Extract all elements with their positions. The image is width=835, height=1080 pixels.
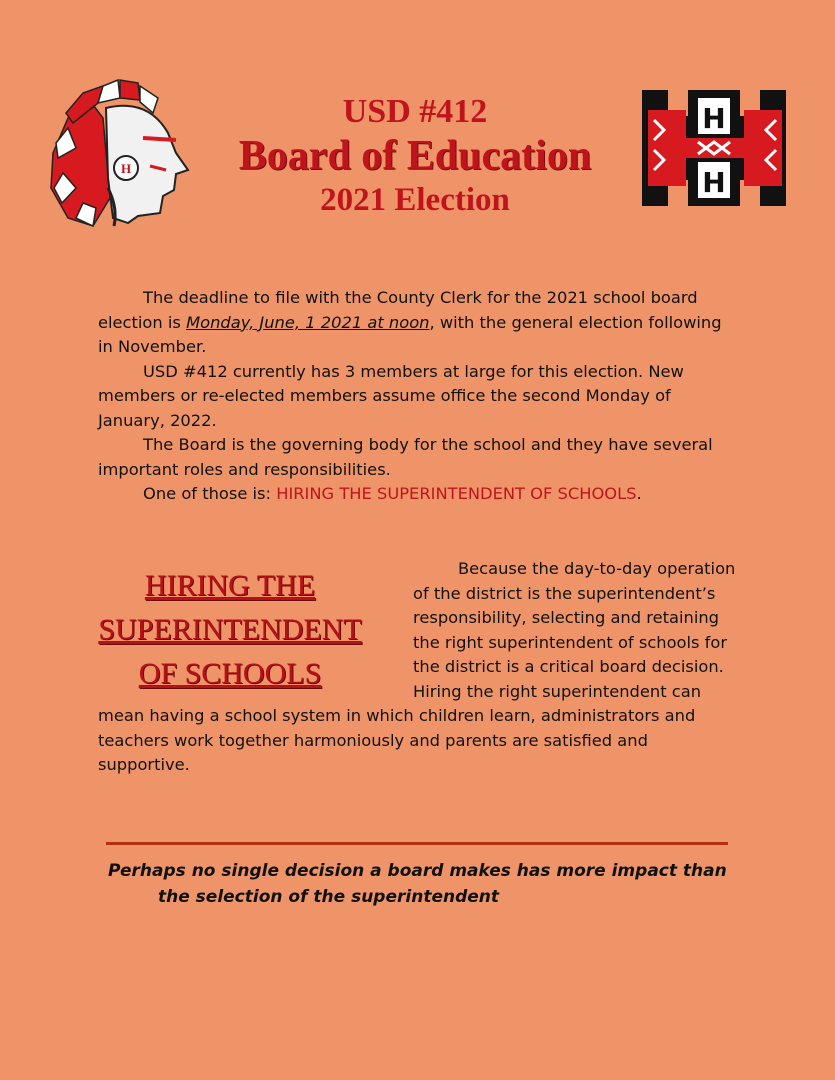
quote-line-1: Perhaps no single decision a board makes has more impact than xyxy=(108,861,727,881)
deadline-date: Monday, June, 1 2021 at noon xyxy=(186,312,430,332)
intro-p4-text: One of those is: xyxy=(143,484,277,503)
intro-paragraph-deadline xyxy=(98,286,738,360)
quote-line-2: the selection of the superintendent xyxy=(158,887,500,907)
title-line-usd: USD #412 xyxy=(342,93,488,130)
hiring-heading-line: HIRING THE xyxy=(144,569,316,602)
intro-paragraph-board: The Board is the governing body for the school and they have several important roles and responsibilities. xyxy=(98,435,713,479)
hh-monogram-logo xyxy=(640,88,790,208)
hiring-body xyxy=(98,557,738,778)
intro-p1-text: The deadline to file with the County Clerk for the 2021 school board election is xyxy=(98,288,698,332)
intro-paragraph-roles xyxy=(98,482,738,507)
hiring-highlight: HIRING THE SUPERINTENDENT OF SCHOOLS xyxy=(276,484,637,503)
title-line-board: Board of Education xyxy=(238,133,592,179)
svg-text:H: H xyxy=(120,161,132,176)
title-line-election: 2021 Election xyxy=(320,182,510,218)
title-block xyxy=(200,92,630,220)
hiring-heading-line: OF SCHOOLS xyxy=(138,657,322,690)
hiring-heading-line: SUPERINTENDENT xyxy=(98,613,362,646)
svg-text:H: H xyxy=(702,166,726,199)
intro-p4-after: . xyxy=(636,484,642,503)
divider-rule xyxy=(106,842,728,845)
intro-p1-after: , with the general election following in November. xyxy=(98,312,722,356)
svg-text:H: H xyxy=(702,102,726,135)
indian-head-logo xyxy=(48,78,196,228)
intro-section xyxy=(98,286,738,507)
hiring-body-text: Because the day-to-day operation of the district is the superintendent’s responsibility, selecting and retaining the right superintendent of schools for the district is a critical board decision. Hiring the right superintendent can mean having a school system in which children learn, administrators and teachers work together harmoniously and parents are satisfied and supportive. xyxy=(98,559,736,774)
closing-quote xyxy=(108,858,748,910)
intro-paragraph-members: USD #412 currently has 3 members at large for this election. New members or re-elected members assume office the second Monday of January, 2022. xyxy=(98,361,684,430)
heading-spacer xyxy=(98,557,413,704)
